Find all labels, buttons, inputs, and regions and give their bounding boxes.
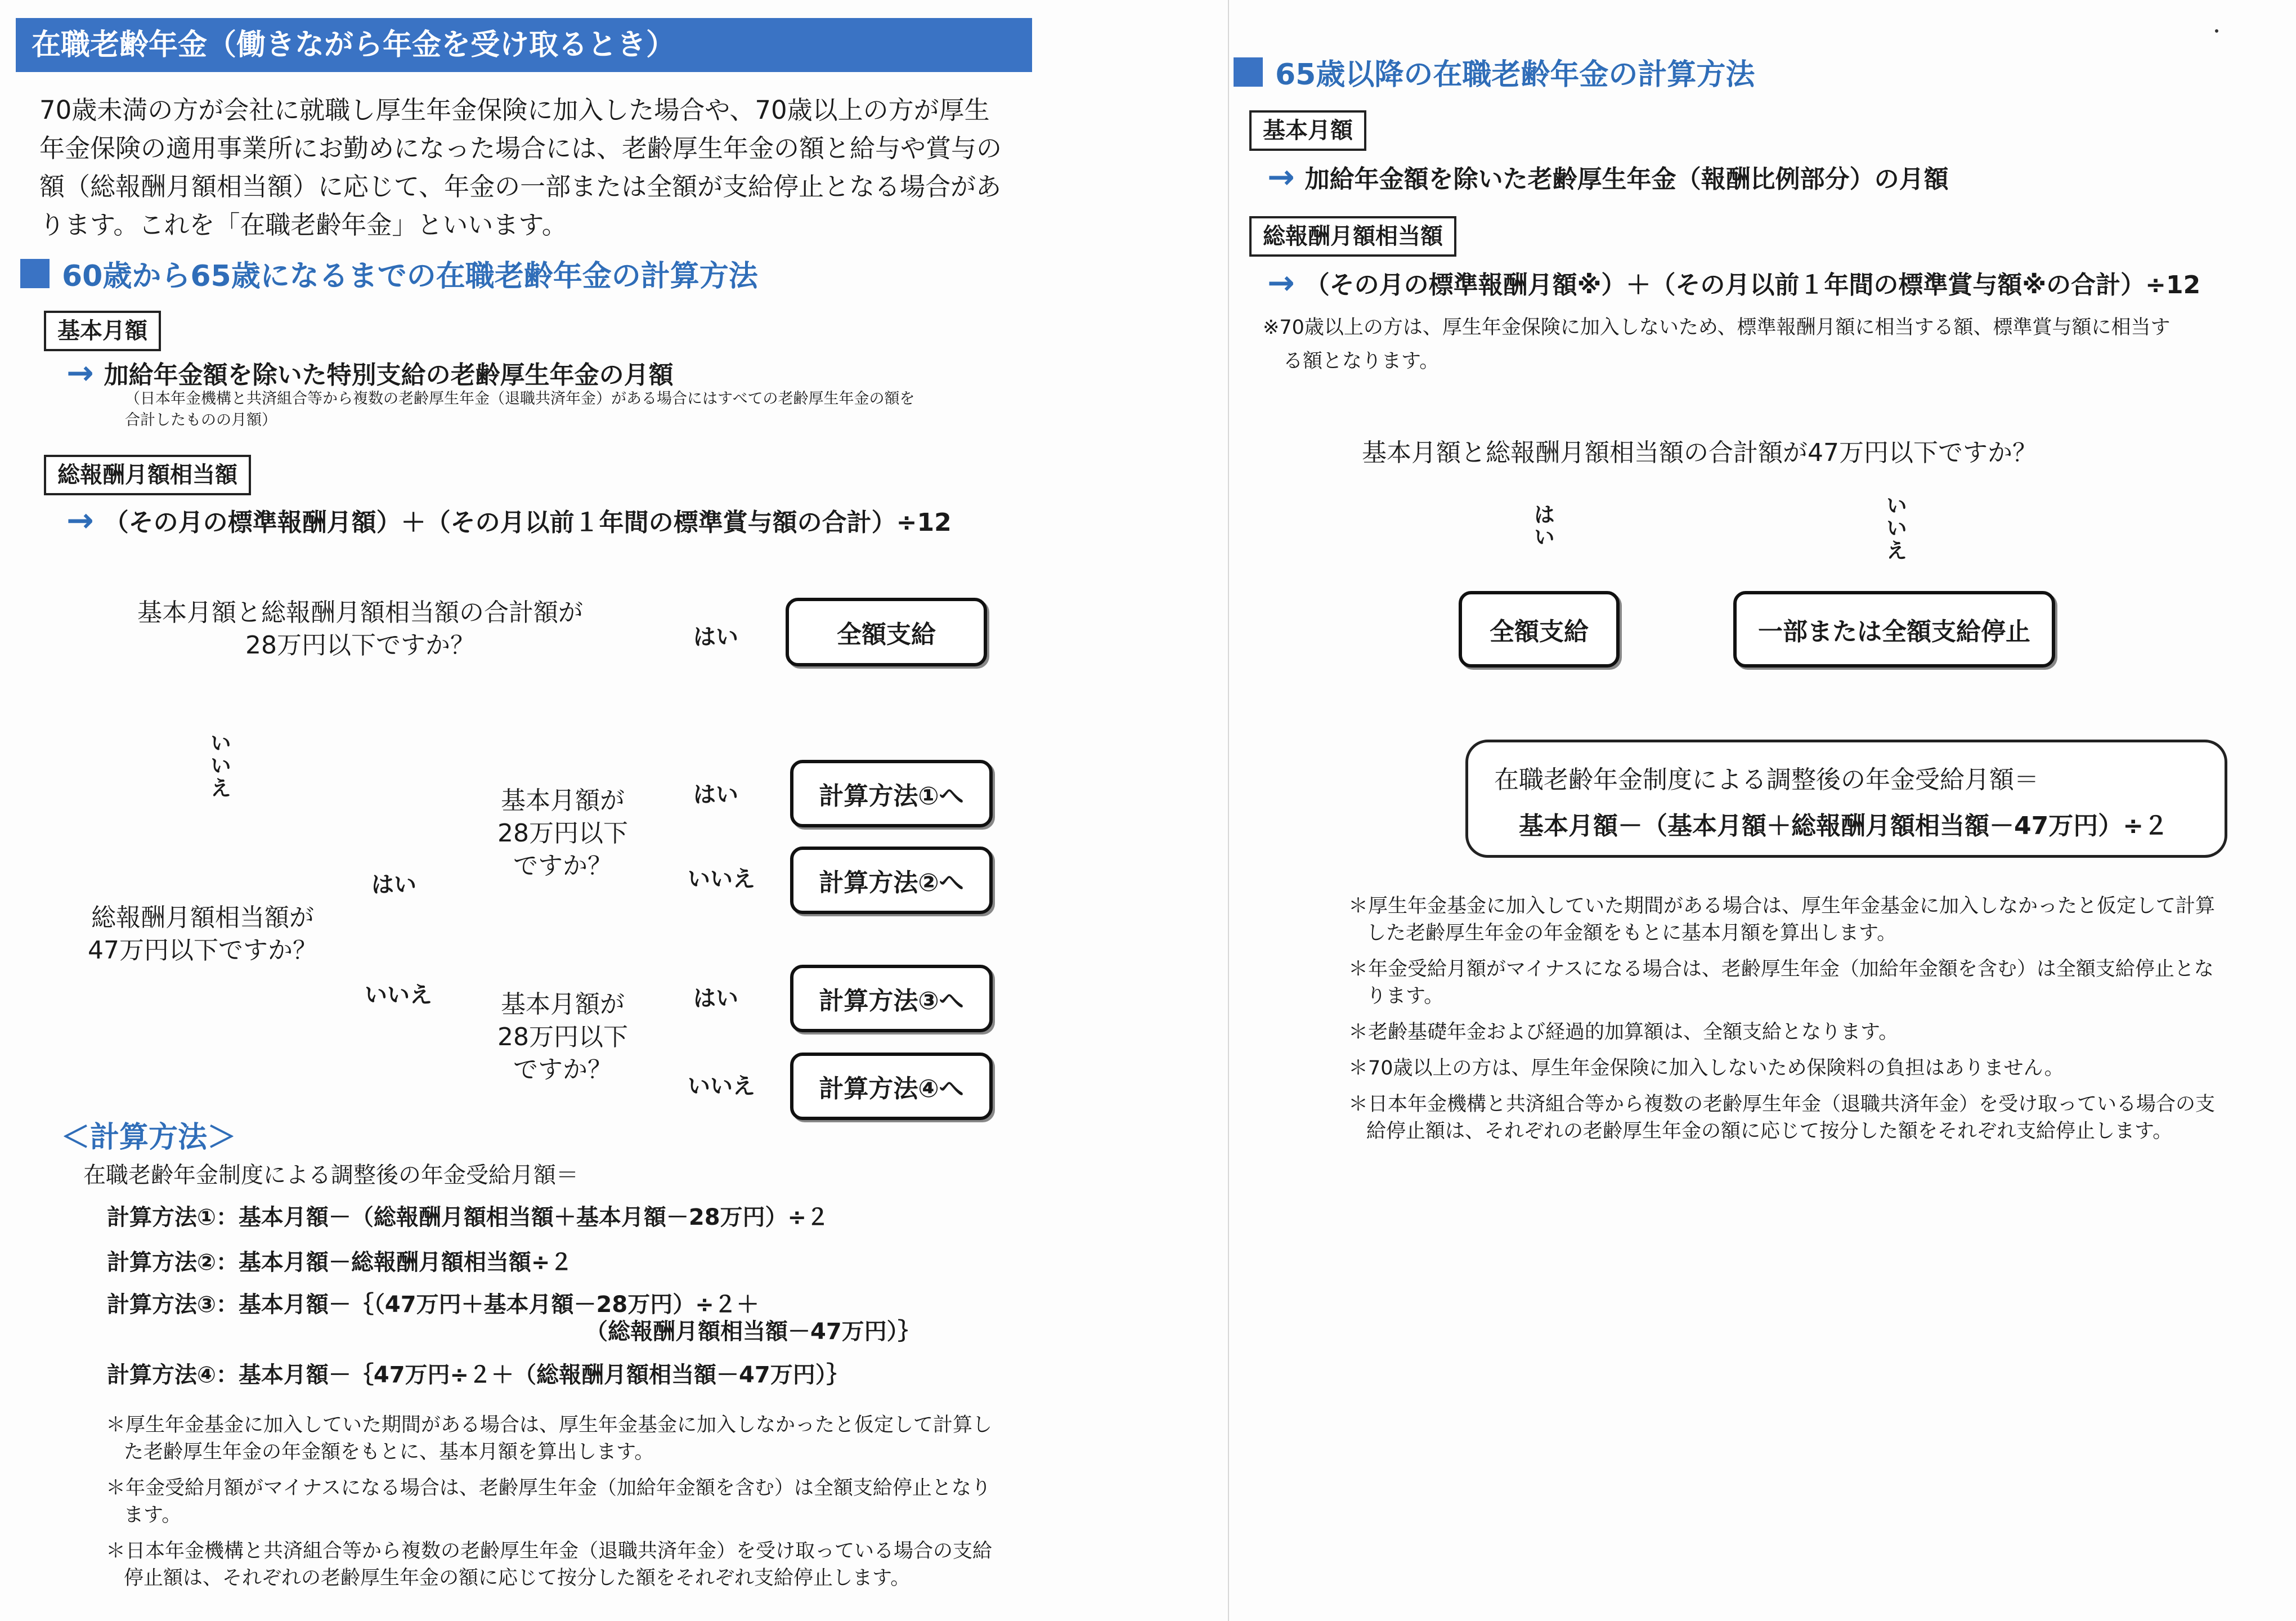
left-base-note <box>125 388 914 431</box>
method3-formula-line2: （総報酬月額相当額－47万円）｝ <box>585 1319 921 1345</box>
partial-stop-box: 一部または全額支給停止 <box>1733 591 2055 668</box>
flow-q4 <box>478 988 647 1086</box>
base-note-line: （日本年金機構と共済組合等から複数の老齢厚生年金（退職共済年金）がある場合にはすべての老齢厚生年金の額を <box>125 390 915 408</box>
right-arrow-icon: → <box>66 353 94 392</box>
left-notes <box>106 1412 1006 1601</box>
methods-title: ＜計算方法＞ <box>61 1121 237 1154</box>
intro-line: ります。これを「在職老齢年金」といいます。 <box>39 210 567 240</box>
note-item: ＊年金受給月額がマイナスになる場合は、老齢厚生年金（加給年金額を含む）は全額支給停止となります。 <box>106 1477 991 1526</box>
flow-q1-yes: はい <box>693 624 738 650</box>
result-line2: 基本月額－（基本月額＋総報酬月額相当額－47万円）÷２ <box>1519 812 2169 840</box>
right-total-note <box>1263 311 2170 378</box>
left-section-heading <box>20 252 758 294</box>
note-item: ＊70歳以上の方は、厚生年金保険に加入しないため保険料の負担はありません。 <box>1348 1057 2064 1080</box>
left-base-desc: 加給年金額を除いた特別支給の老齢厚生年金の月額 <box>104 361 674 389</box>
flow-q3-line: 28万円以下 <box>497 819 628 848</box>
flow-q4-line: 基本月額が <box>501 990 625 1019</box>
flow-q4-yes: はい <box>693 986 738 1011</box>
right-base-desc-line <box>1267 158 1949 196</box>
square-bullet-icon <box>20 259 50 288</box>
flow-q3-line: ですか？ <box>513 852 612 880</box>
right-total-label: 総報酬月額相当額 <box>1249 216 1456 257</box>
right-yes-label: はい <box>1530 503 1555 548</box>
left-section-title: 60歳から65歳になるまでの在職老齢年金の計算方法 <box>62 259 758 293</box>
base-note-line: 合計したものの月額） <box>125 411 277 429</box>
left-banner-title: 在職老齢年金（働きながら年金を受け取るとき） <box>16 18 1032 72</box>
note-item: ＊厚生年金基金に加入していた期間がある場合は、厚生年金基金に加入しなかったと仮定して計算した老齢厚生年金の年金額をもとに基本月額を算出します。 <box>1348 895 2216 944</box>
flow-q1-line: 28万円以下ですか？ <box>245 631 475 660</box>
right-no-label: いいえ <box>1882 494 1907 562</box>
right-arrow-icon: → <box>1267 263 1295 302</box>
left-total-label: 総報酬月額相当額 <box>44 455 251 495</box>
total-note-line: る額となります。 <box>1283 350 1440 373</box>
right-section-heading <box>1234 51 1755 93</box>
right-question: 基本月額と総報酬月額相当額の合計額が47万円以下ですか？ <box>1362 438 2037 467</box>
methods-intro: 在職老齢年金制度による調整後の年金受給月額＝ <box>83 1162 579 1188</box>
note-item: ＊老齢基礎年金および経過的加算額は、全額支給となります。 <box>1348 1021 1899 1044</box>
square-bullet-icon <box>1234 57 1263 87</box>
flow-q1 <box>113 597 608 662</box>
flow-q3-line: 基本月額が <box>501 786 625 815</box>
left-base-desc-line <box>66 353 674 392</box>
method1-box: 計算方法①へ <box>790 760 993 827</box>
intro-line: 年金保険の適用事業所にお勤めになった場合には、老齢厚生年金の額と給与や賞与の <box>39 133 1002 163</box>
note-item: ＊年金受給月額がマイナスになる場合は、老齢厚生年金（加給年金額を含む）は全額支給停止となります。 <box>1348 958 2214 1007</box>
flow-q4-line: 28万円以下 <box>497 1023 628 1051</box>
result-line1: 在職老齢年金制度による調整後の年金受給月額＝ <box>1494 765 2039 794</box>
note-item: ＊日本年金機構と共済組合等から複数の老齢厚生年金（退職共済年金）を受け取っている場合の支給停止額は、それぞれの老齢厚生年金の額に応じて按分した額をそれぞれ支給停止します。 <box>106 1540 993 1589</box>
scan-dot <box>2215 29 2218 33</box>
right-total-desc-line <box>1267 263 2200 302</box>
note-item: ＊日本年金機構と共済組合等から複数の老齢厚生年金（退職共済年金）を受け取っている場合の支給停止額は、それぞれの老齢厚生年金の額に応じて按分した額をそれぞれ支給停止します。 <box>1348 1093 2216 1143</box>
right-total-desc: （その月の標準報酬月額※）＋（その月以前１年間の標準賞与額※の合計）÷12 <box>1304 271 2201 299</box>
flow-q3-no: いいえ <box>688 866 755 892</box>
flow-q3 <box>478 785 647 883</box>
right-arrow-icon: → <box>1267 158 1295 196</box>
intro-paragraph <box>39 91 1041 244</box>
flow-q2 <box>68 902 338 967</box>
method4-formula: 計算方法④：基本月額－｛47万円÷２＋（総報酬月額相当額－47万円）｝ <box>107 1362 849 1388</box>
right-base-desc: 加給年金額を除いた老齢厚生年金（報酬比例部分）の月額 <box>1304 165 1949 194</box>
left-total-desc-line <box>66 501 952 539</box>
left-total-desc: （その月の標準報酬月額）＋（その月以前１年間の標準賞与額の合計）÷12 <box>104 508 952 537</box>
left-base-label: 基本月額 <box>44 311 161 351</box>
intro-line: 70歳未満の方が会社に就職し厚生年金保険に加入した場合や、70歳以上の方が厚生 <box>39 95 990 125</box>
right-full-payment-box: 全額支給 <box>1459 591 1620 668</box>
flow-q1-line: 基本月額と総報酬月額相当額の合計額が <box>137 598 583 627</box>
method2-formula: 計算方法②：基本月額－総報酬月額相当額÷２ <box>107 1250 573 1275</box>
flow-q2-line: 47万円以下ですか？ <box>88 936 317 965</box>
note-item: ＊厚生年金基金に加入していた期間がある場合は、厚生年金基金に加入しなかったと仮定して計算した老齢厚生年金の年金額をもとに、基本月額を算出します。 <box>106 1414 993 1463</box>
flow-q4-no: いいえ <box>688 1073 755 1099</box>
method3-box: 計算方法③へ <box>790 965 993 1032</box>
right-arrow-icon: → <box>66 501 94 539</box>
flow-q3-yes: はい <box>693 782 738 808</box>
total-note-line: ※70歳以上の方は、厚生年金保険に加入しないため、標準報酬月額に相当する額、標準賞与額に相当す <box>1263 316 2171 339</box>
flow-q2-no: いいえ <box>365 982 432 1008</box>
method4-box: 計算方法④へ <box>790 1053 993 1120</box>
flow-q2-yes: はい <box>371 872 416 898</box>
right-section-title: 65歳以降の在職老齢年金の計算方法 <box>1275 58 1755 92</box>
page-divider <box>1228 0 1229 1621</box>
method2-box: 計算方法②へ <box>790 847 993 914</box>
flow-q1-no: いいえ <box>207 732 231 799</box>
right-notes <box>1348 893 2226 1154</box>
result-formula-box <box>1465 740 2227 858</box>
flow-q4-line: ですか？ <box>513 1055 612 1084</box>
method1-formula: 計算方法①：基本月額－（総報酬月額相当額＋基本月額－28万円）÷２ <box>107 1204 829 1230</box>
flow-q2-line: 総報酬月額相当額が <box>91 903 314 932</box>
right-base-label: 基本月額 <box>1249 110 1366 151</box>
intro-line: 額（総報酬月額相当額）に応じて、年金の一部または全額が支給停止となる場合があ <box>39 172 1002 201</box>
method3-formula-line1: 計算方法③：基本月額－｛（47万円＋基本月額－28万円）÷２＋ <box>107 1292 759 1318</box>
full-payment-box: 全額支給 <box>786 598 987 666</box>
